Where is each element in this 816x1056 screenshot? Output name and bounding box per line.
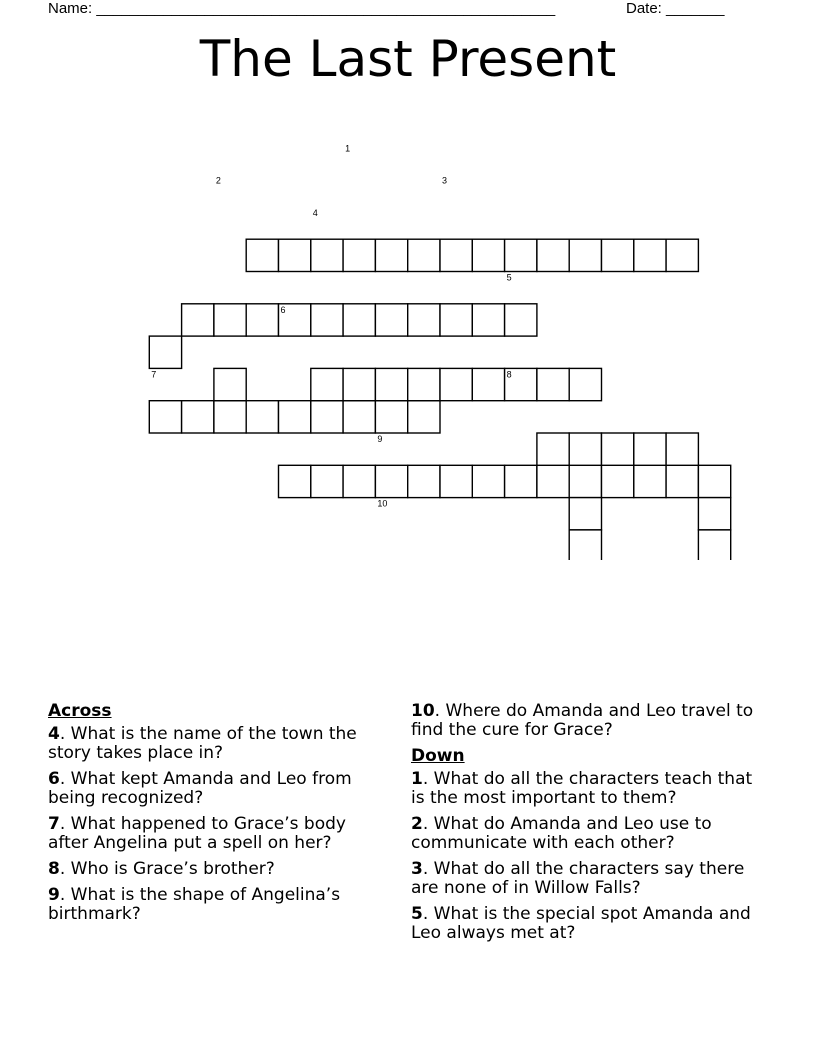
- date-line: Date: _______: [626, 0, 725, 17]
- grid-cell[interactable]: [214, 368, 246, 400]
- cell-number-9: 9: [377, 434, 383, 444]
- grid-cell[interactable]: [343, 368, 375, 400]
- grid-cell[interactable]: [279, 465, 311, 497]
- cell-number-7: 7: [151, 369, 157, 380]
- clues-right-column: [411, 702, 771, 950]
- grid-cell[interactable]: [602, 465, 634, 497]
- clue-text: What is the special spot Amanda and Leo always met at?: [411, 904, 751, 943]
- grid-cell[interactable]: [472, 465, 504, 497]
- clue-number: 6: [48, 769, 60, 789]
- grid-cell[interactable]: [246, 304, 278, 336]
- clue-number: 8: [48, 859, 60, 879]
- clue-text: What kept Amanda and Leo from being recognized?: [48, 769, 352, 808]
- grid-cell[interactable]: [537, 433, 569, 465]
- grid-cell[interactable]: [472, 304, 504, 336]
- clue-across-6: 6. What kept Amanda and Leo from being recognized?: [48, 769, 352, 808]
- clue-number: 5: [411, 904, 423, 924]
- grid-cell[interactable]: [505, 304, 537, 336]
- grid-cell[interactable]: [375, 239, 407, 271]
- grid-cell[interactable]: [408, 465, 440, 497]
- clue-down-3: 3. What do all the characters say there are none of in Willow Falls?: [411, 859, 745, 898]
- clue-down-2: 2. What do Amanda and Leo use to communicate with each other?: [411, 814, 712, 853]
- grid-cell[interactable]: [537, 465, 569, 497]
- grid-cell[interactable]: [375, 401, 407, 433]
- clue-number: 7: [48, 814, 60, 834]
- grid-cell[interactable]: [505, 465, 537, 497]
- grid-cell[interactable]: [149, 336, 181, 368]
- grid-cell[interactable]: [537, 239, 569, 271]
- grid-cell[interactable]: [666, 239, 698, 271]
- clue-number: 4: [48, 724, 60, 744]
- grid-cell[interactable]: [505, 239, 537, 271]
- cell-number-10: 10: [377, 498, 388, 509]
- grid-cell[interactable]: [149, 401, 181, 433]
- clue-text: What is the name of the town the story takes place in?: [48, 724, 357, 763]
- grid-cell[interactable]: [311, 401, 343, 433]
- down-heading: Down: [411, 746, 465, 766]
- grid-cell[interactable]: [311, 465, 343, 497]
- grid-cell[interactable]: [634, 465, 666, 497]
- clue-number: 10: [411, 701, 435, 721]
- grid-cell[interactable]: [698, 465, 730, 497]
- grid-cell[interactable]: [279, 239, 311, 271]
- grid-cell[interactable]: [666, 465, 698, 497]
- grid-cell[interactable]: [472, 239, 504, 271]
- grid-cell[interactable]: [602, 239, 634, 271]
- grid-cell[interactable]: [311, 368, 343, 400]
- clue-text: Where do Amanda and Leo travel to find the cure for Grace?: [411, 701, 754, 740]
- grid-cell[interactable]: [569, 433, 601, 465]
- grid-cell[interactable]: [569, 368, 601, 400]
- grid-cell[interactable]: [440, 368, 472, 400]
- cell-number-2: 2: [215, 175, 221, 186]
- clue-across-10: 10. Where do Amanda and Leo travel to find the cure for Grace?: [411, 701, 754, 740]
- grid-cell[interactable]: [698, 530, 730, 560]
- clue-across-4: 4. What is the name of the town the story takes place in?: [48, 724, 357, 763]
- clue-text: What happened to Grace’s body after Angelina put a spell on her?: [48, 814, 346, 853]
- grid-cell[interactable]: [182, 401, 214, 433]
- clue-text: Who is Grace’s brother?: [70, 859, 275, 879]
- clues-left-column: [48, 702, 388, 931]
- clue-number: 2: [411, 814, 423, 834]
- cell-number-8: 8: [506, 369, 512, 380]
- cell-number-3: 3: [442, 175, 448, 186]
- clue-text: What do all the characters teach that is the most important to them?: [411, 769, 753, 808]
- grid-cell[interactable]: [182, 304, 214, 336]
- clue-across-7: 7. What happened to Grace’s body after Angelina put a spell on her?: [48, 814, 346, 853]
- grid-cell[interactable]: [214, 304, 246, 336]
- grid-cell[interactable]: [375, 368, 407, 400]
- grid-cell[interactable]: [440, 304, 472, 336]
- clue-number: 1: [411, 769, 423, 789]
- grid-cell[interactable]: [343, 239, 375, 271]
- grid-cell[interactable]: [440, 465, 472, 497]
- across-heading: Across: [48, 701, 112, 721]
- cell-number-6: 6: [280, 304, 286, 315]
- page-title: The Last Present: [199, 30, 617, 88]
- cell-number-5: 5: [506, 272, 512, 283]
- grid-cell[interactable]: [279, 401, 311, 433]
- clue-text: What do all the characters say there are none of in Willow Falls?: [411, 859, 745, 898]
- clue-down-1: 1. What do all the characters teach that is the most important to them?: [411, 769, 753, 808]
- grid-cell[interactable]: [311, 239, 343, 271]
- grid-cell[interactable]: [569, 530, 601, 560]
- grid-cell[interactable]: [569, 465, 601, 497]
- clue-text: What is the shape of Angelina’s birthmark?: [48, 885, 341, 924]
- grid-cell[interactable]: [408, 368, 440, 400]
- cell-number-1: 1: [345, 143, 351, 154]
- grid-cell[interactable]: [472, 368, 504, 400]
- clue-number: 9: [48, 885, 60, 905]
- grid-cell[interactable]: [375, 304, 407, 336]
- grid-cell[interactable]: [375, 465, 407, 497]
- grid-cell[interactable]: [246, 401, 278, 433]
- grid-cell[interactable]: [440, 239, 472, 271]
- clue-number: 3: [411, 859, 423, 879]
- grid-cell[interactable]: [634, 433, 666, 465]
- grid-cell[interactable]: [408, 401, 440, 433]
- grid-cell[interactable]: [602, 433, 634, 465]
- grid-cell[interactable]: [343, 304, 375, 336]
- grid-cell[interactable]: [569, 239, 601, 271]
- cell-number-4: 4: [312, 207, 318, 218]
- clue-down-5: 5. What is the special spot Amanda and Leo always met at?: [411, 904, 751, 943]
- grid-cell[interactable]: [666, 433, 698, 465]
- name-line: Name: _______________________________________________________: [48, 0, 556, 17]
- grid-cell[interactable]: [569, 498, 601, 530]
- grid-cell[interactable]: [698, 498, 730, 530]
- grid-cell[interactable]: [408, 239, 440, 271]
- grid-cell[interactable]: [246, 239, 278, 271]
- grid-cell[interactable]: [343, 401, 375, 433]
- clue-across-9: 9. What is the shape of Angelina’s birthmark?: [48, 885, 341, 924]
- clue-text: What do Amanda and Leo use to communicate with each other?: [411, 814, 712, 853]
- grid-cell[interactable]: [343, 465, 375, 497]
- grid-cell[interactable]: [214, 401, 246, 433]
- clue-across-8: 8. Who is Grace’s brother?: [48, 859, 275, 879]
- grid-cell[interactable]: [408, 304, 440, 336]
- grid-cell[interactable]: [311, 304, 343, 336]
- grid-cell[interactable]: [537, 368, 569, 400]
- grid-cell[interactable]: [634, 239, 666, 271]
